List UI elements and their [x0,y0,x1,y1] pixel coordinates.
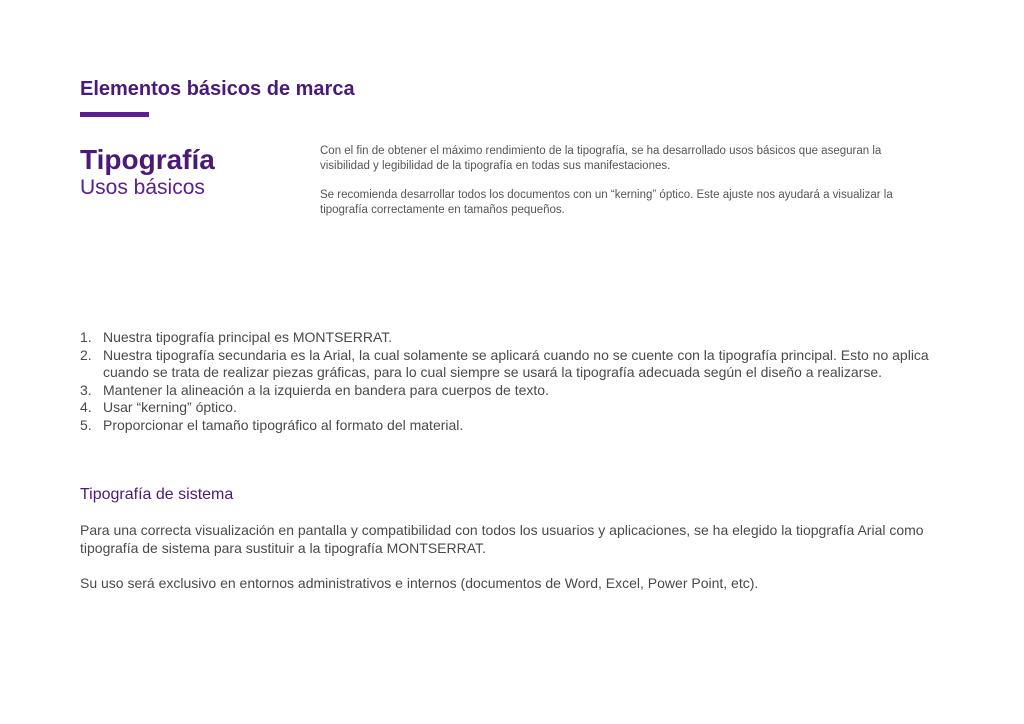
list-item [80,417,930,435]
system-font-body [80,522,930,610]
intro-text [320,144,932,232]
section-heading: Elementos básicos de marca [80,78,355,100]
system-paragraph: Para una correcta visualización en pantalla y compatibilidad con todos los usuarios y aplicaciones, se ha elegido la tiopgrafía Arial como tipografía de sistema para sustituir a la tipografía MONTSERRAT. [80,522,924,556]
list-number: 5. [80,416,92,433]
list-text: Usar “kerning” óptico. [103,399,237,415]
intro-paragraph: Se recomienda desarrollar todos los documentos con un “kerning” óptico. Este ajuste nos ayudará a visualizar la tipografía correctamente en tamaños pequeños. [320,189,893,216]
heading-underline [80,112,149,117]
list-number: 4. [80,399,92,415]
list-item [80,399,930,417]
system-paragraph: Su uso será exclusivo en entornos administrativos e internos (documentos de Word, Excel, Power Point, etc). [80,574,759,591]
page-title: Tipografía [80,144,215,175]
list-number: 1. [80,329,92,345]
list-text: Proporcionar el tamaño tipográfico al formato del material. [103,416,464,433]
page-subtitle: Usos básicos [80,176,205,199]
list-text: Nuestra tipografía principal es MONTSERRAT. [103,329,393,345]
list-text: Mantener la alineación a la izquierda en bandera para cuerpos de texto. [103,381,549,398]
list-item [80,382,930,400]
system-font-heading: Tipografía de sistema [80,486,234,503]
list-item [80,347,930,382]
list-number: 3. [80,381,92,398]
intro-paragraph: Con el fin de obtener el máximo rendimiento de la tipografía, se ha desarrollado usos básicos que aseguran la visibilidad y legibilidad de la tipografía en todas sus manifestaciones. [320,145,882,172]
list-text: Nuestra tipografía secundaria es la Arial, la cual solamente se aplicará cuando no se cuente con la tipografía principal. Esto no aplica cuando se trata de realizar piezas gráficas, para lo cual siempre se usará la tipografía adecuada según el diseño a realizarse. [103,346,929,380]
list-number: 2. [80,346,92,363]
usage-rules-list [80,329,930,434]
list-item [80,329,930,347]
